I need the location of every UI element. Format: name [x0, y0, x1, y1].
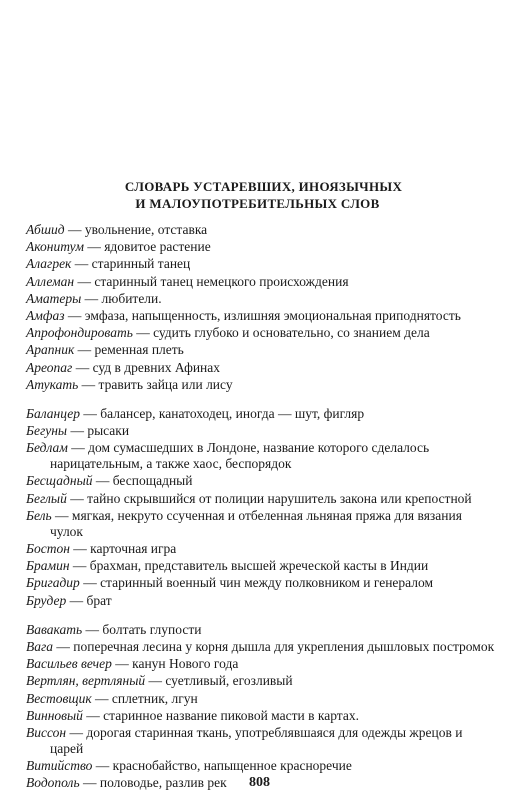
glossary-entry — [26, 575, 498, 591]
entry-definition: — суетливый, егозливый — [145, 673, 293, 689]
entry-term: Винновый — [26, 707, 83, 723]
glossary-entry — [26, 440, 498, 472]
entry-definition: — старинное название пиковой масти в картах. — [82, 707, 359, 723]
entry-term: Бедлам — [26, 440, 68, 456]
entry-definition: — мягкая, некруто ссученная и отбеленная льняная пряжа для вязания чулок — [50, 507, 462, 539]
glossary-entry — [26, 491, 498, 507]
entry-definition: — балансер, канатоходец, иногда — шут, фигляр — [80, 405, 365, 421]
glossary-entry — [26, 691, 498, 707]
glossary-entry — [26, 725, 498, 757]
glossary-entry — [26, 423, 498, 439]
glossary-entry — [26, 222, 498, 238]
entry-definition: — дорогая старинная ткань, употреблявшаяся для одежды жрецов и царей — [50, 724, 463, 756]
glossary-entry — [26, 274, 498, 290]
entry-definition: — травить зайца или лису — [78, 376, 233, 392]
glossary-entry — [26, 342, 498, 358]
glossary-entry — [26, 239, 498, 255]
entry-definition: — старинный военный чин между полковником и генералом — [79, 575, 434, 591]
entry-definition: — судить глубоко и основательно, со знанием дела — [132, 325, 430, 341]
entry-term: Аллеман — [26, 273, 75, 289]
entry-term: Абшид — [26, 222, 65, 237]
entry-term: Алагрек — [26, 256, 72, 272]
glossary-entry — [26, 406, 498, 422]
entry-term: Аконитум — [26, 239, 84, 255]
glossary-entry — [26, 377, 498, 393]
entry-definition: — болтать глупости — [82, 621, 202, 637]
entry-term: Амфаз — [26, 307, 65, 323]
glossary-entry — [26, 639, 498, 655]
glossary-entry — [26, 673, 498, 689]
section-title-line-1: СЛОВАРЬ УСТАРЕВШИХ, ИНОЯЗЫЧНЫХ — [124, 179, 403, 194]
entry-definition: — любители. — [81, 290, 162, 306]
entry-term: Бригадир — [26, 575, 80, 591]
entry-term: Бостон — [26, 541, 70, 556]
entry-term: Арапник — [26, 342, 75, 358]
page-number: 808 — [249, 775, 270, 790]
entry-definition: — рысаки — [67, 423, 130, 439]
entry-definition: — дом сумасшедших в Лондоне, название которого сделалось нарицательным, а также хаос, беспорядок — [50, 440, 430, 472]
glossary-entry — [26, 622, 498, 638]
entry-definition: — тайно скрывшийся от полиции нарушитель закона или крепостной — [66, 490, 472, 506]
glossary-entry — [26, 508, 498, 540]
entry-definition: — поперечная лесина у корня дышла для укрепления дышловых постромок — [53, 638, 495, 654]
entry-definition: — старинный танец — [71, 256, 191, 272]
entry-term: Атукать — [26, 376, 79, 392]
entry-term: Водополь — [26, 775, 80, 791]
glossary-entry — [26, 308, 498, 324]
entry-term: Бегуны — [26, 423, 68, 439]
glossary-entry — [26, 541, 498, 557]
glossary-entries — [26, 222, 498, 792]
letter-group-spacer — [26, 610, 498, 622]
entry-term: Вертлян, вертляный — [26, 673, 146, 689]
entry-definition: — сплетник, лгун — [91, 690, 198, 706]
entry-definition: — суд в древних Афинах — [72, 359, 221, 375]
entry-definition: — старинный танец немецкого происхождения — [74, 273, 349, 289]
entry-term: Брудер — [26, 592, 67, 608]
entry-term: Вавакать — [26, 621, 83, 637]
glossary-entry — [26, 758, 498, 774]
glossary-entry — [26, 325, 498, 341]
letter-group-spacer — [26, 394, 498, 406]
glossary-entry — [26, 593, 498, 609]
entry-term: Аматеры — [26, 290, 82, 306]
entry-definition: — канун Нового года — [111, 656, 239, 672]
section-title-line-2: И МАЛОУПОТРЕБИТЕЛЬНЫХ СЛОВ — [135, 196, 380, 211]
entry-term: Вага — [26, 638, 54, 654]
glossary-entry — [26, 656, 498, 672]
entry-term: Ареопаг — [26, 359, 73, 375]
entry-definition: — карточная игра — [69, 541, 177, 556]
glossary-entry — [26, 256, 498, 272]
glossary-entry — [26, 360, 498, 376]
entry-term: Вестовщик — [26, 690, 92, 706]
entry-term: Васильев вечер — [26, 656, 112, 672]
entry-term: Апрофондировать — [26, 325, 133, 341]
entry-definition: — ядовитое растение — [83, 239, 211, 255]
entry-definition: — краснобайство, напыщенное красноречие — [92, 758, 352, 774]
glossary-entry — [26, 708, 498, 724]
entry-term: Брамин — [26, 558, 70, 574]
glossary-entry — [26, 473, 498, 489]
entry-term: Витийство — [26, 758, 93, 774]
entry-definition: — брахман, представитель высшей жреческой касты в Индии — [69, 558, 429, 574]
entry-term: Баланцер — [26, 405, 81, 421]
entry-definition: — беспощадный — [92, 473, 193, 489]
glossary-entry — [26, 558, 498, 574]
entry-definition: — брат — [66, 592, 112, 608]
entry-term: Беглый — [26, 490, 67, 506]
entry-term: Бесщадный — [26, 473, 93, 489]
entry-definition: — ременная плеть — [74, 342, 184, 358]
entry-definition: — половодье, разлив рек — [79, 775, 227, 791]
entry-term: Бель — [26, 507, 52, 523]
glossary-entry — [26, 291, 498, 307]
entry-term: Виссон — [26, 724, 67, 740]
entry-definition: — увольнение, отставка — [64, 222, 208, 237]
entry-definition: — эмфаза, напыщенность, излишняя эмоциональная приподнятость — [64, 307, 461, 323]
